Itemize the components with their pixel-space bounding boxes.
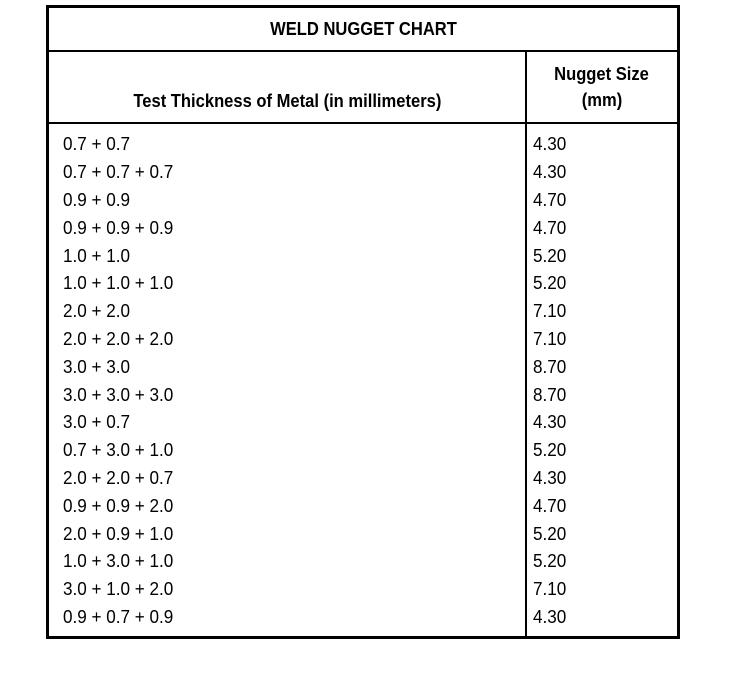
nugget-size-cell: 7.10	[533, 301, 567, 322]
weld-nugget-chart	[46, 5, 680, 639]
thickness-cell: 1.0 + 3.0 + 1.0	[63, 551, 174, 572]
table-row	[49, 242, 677, 270]
thickness-cell: 3.0 + 1.0 + 2.0	[63, 579, 174, 600]
thickness-cell: 0.9 + 0.7 + 0.9	[63, 606, 174, 627]
table-row	[49, 576, 677, 604]
table-row	[49, 131, 677, 159]
nugget-size-cell: 5.20	[533, 245, 567, 266]
thickness-cell: 0.9 + 0.9 + 0.9	[63, 217, 174, 238]
table-row	[49, 326, 677, 354]
thickness-cell: 2.0 + 2.0	[63, 301, 131, 322]
table-row	[49, 270, 677, 298]
nugget-header-line1: Nugget Size	[554, 64, 650, 84]
table-row	[49, 604, 677, 632]
table-row	[49, 520, 677, 548]
thickness-cell: 3.0 + 3.0 + 3.0	[63, 384, 174, 405]
table-row	[49, 465, 677, 493]
table-row	[49, 548, 677, 576]
nugget-size-cell: 5.20	[533, 523, 567, 544]
table-row	[49, 187, 677, 215]
nugget-size-cell: 8.70	[533, 356, 567, 377]
nugget-size-cell: 5.20	[533, 551, 567, 572]
thickness-cell: 2.0 + 2.0 + 0.7	[63, 467, 174, 488]
table-row	[49, 298, 677, 326]
nugget-size-cell: 7.10	[533, 328, 567, 349]
table-row	[49, 159, 677, 187]
table-row	[49, 492, 677, 520]
nugget-size-cell: 4.30	[533, 134, 567, 155]
thickness-cell: 0.9 + 0.9	[63, 189, 131, 210]
nugget-size-cell: 4.30	[533, 467, 567, 488]
nugget-header-line2: (mm)	[581, 90, 623, 110]
nugget-size-cell: 5.20	[533, 440, 567, 461]
table-row	[49, 353, 677, 381]
thickness-cell: 1.0 + 1.0 + 1.0	[63, 273, 174, 294]
nugget-size-cell: 4.70	[533, 189, 567, 210]
thickness-column-header	[49, 52, 525, 122]
thickness-cell: 0.7 + 3.0 + 1.0	[63, 440, 174, 461]
chart-title: WELD NUGGET CHART	[269, 18, 457, 39]
table-row	[49, 381, 677, 409]
thickness-cell: 3.0 + 0.7	[63, 412, 131, 433]
thickness-cell: 0.7 + 0.7 + 0.7	[63, 162, 174, 183]
nugget-size-cell: 4.70	[533, 217, 567, 238]
thickness-header-label: Test Thickness of Metal (in millimeters)	[133, 91, 441, 111]
nugget-size-cell: 7.10	[533, 579, 567, 600]
thickness-cell: 0.7 + 0.7	[63, 134, 131, 155]
nugget-size-cell: 4.70	[533, 495, 567, 516]
thickness-cell: 2.0 + 0.9 + 1.0	[63, 523, 174, 544]
thickness-cell: 3.0 + 3.0	[63, 356, 131, 377]
nugget-size-cell: 4.30	[533, 162, 567, 183]
table-row	[49, 214, 677, 242]
chart-title-row	[49, 8, 677, 52]
nugget-size-cell: 4.30	[533, 606, 567, 627]
thickness-cell: 1.0 + 1.0	[63, 245, 131, 266]
nugget-size-cell: 8.70	[533, 384, 567, 405]
thickness-cell: 2.0 + 2.0 + 2.0	[63, 328, 174, 349]
nugget-size-column-header	[527, 52, 677, 122]
nugget-size-cell: 4.30	[533, 412, 567, 433]
table-body	[49, 131, 677, 631]
thickness-cell: 0.9 + 0.9 + 2.0	[63, 495, 174, 516]
table-row	[49, 437, 677, 465]
table-row	[49, 409, 677, 437]
table-header-row	[49, 52, 677, 124]
nugget-size-cell: 5.20	[533, 273, 567, 294]
